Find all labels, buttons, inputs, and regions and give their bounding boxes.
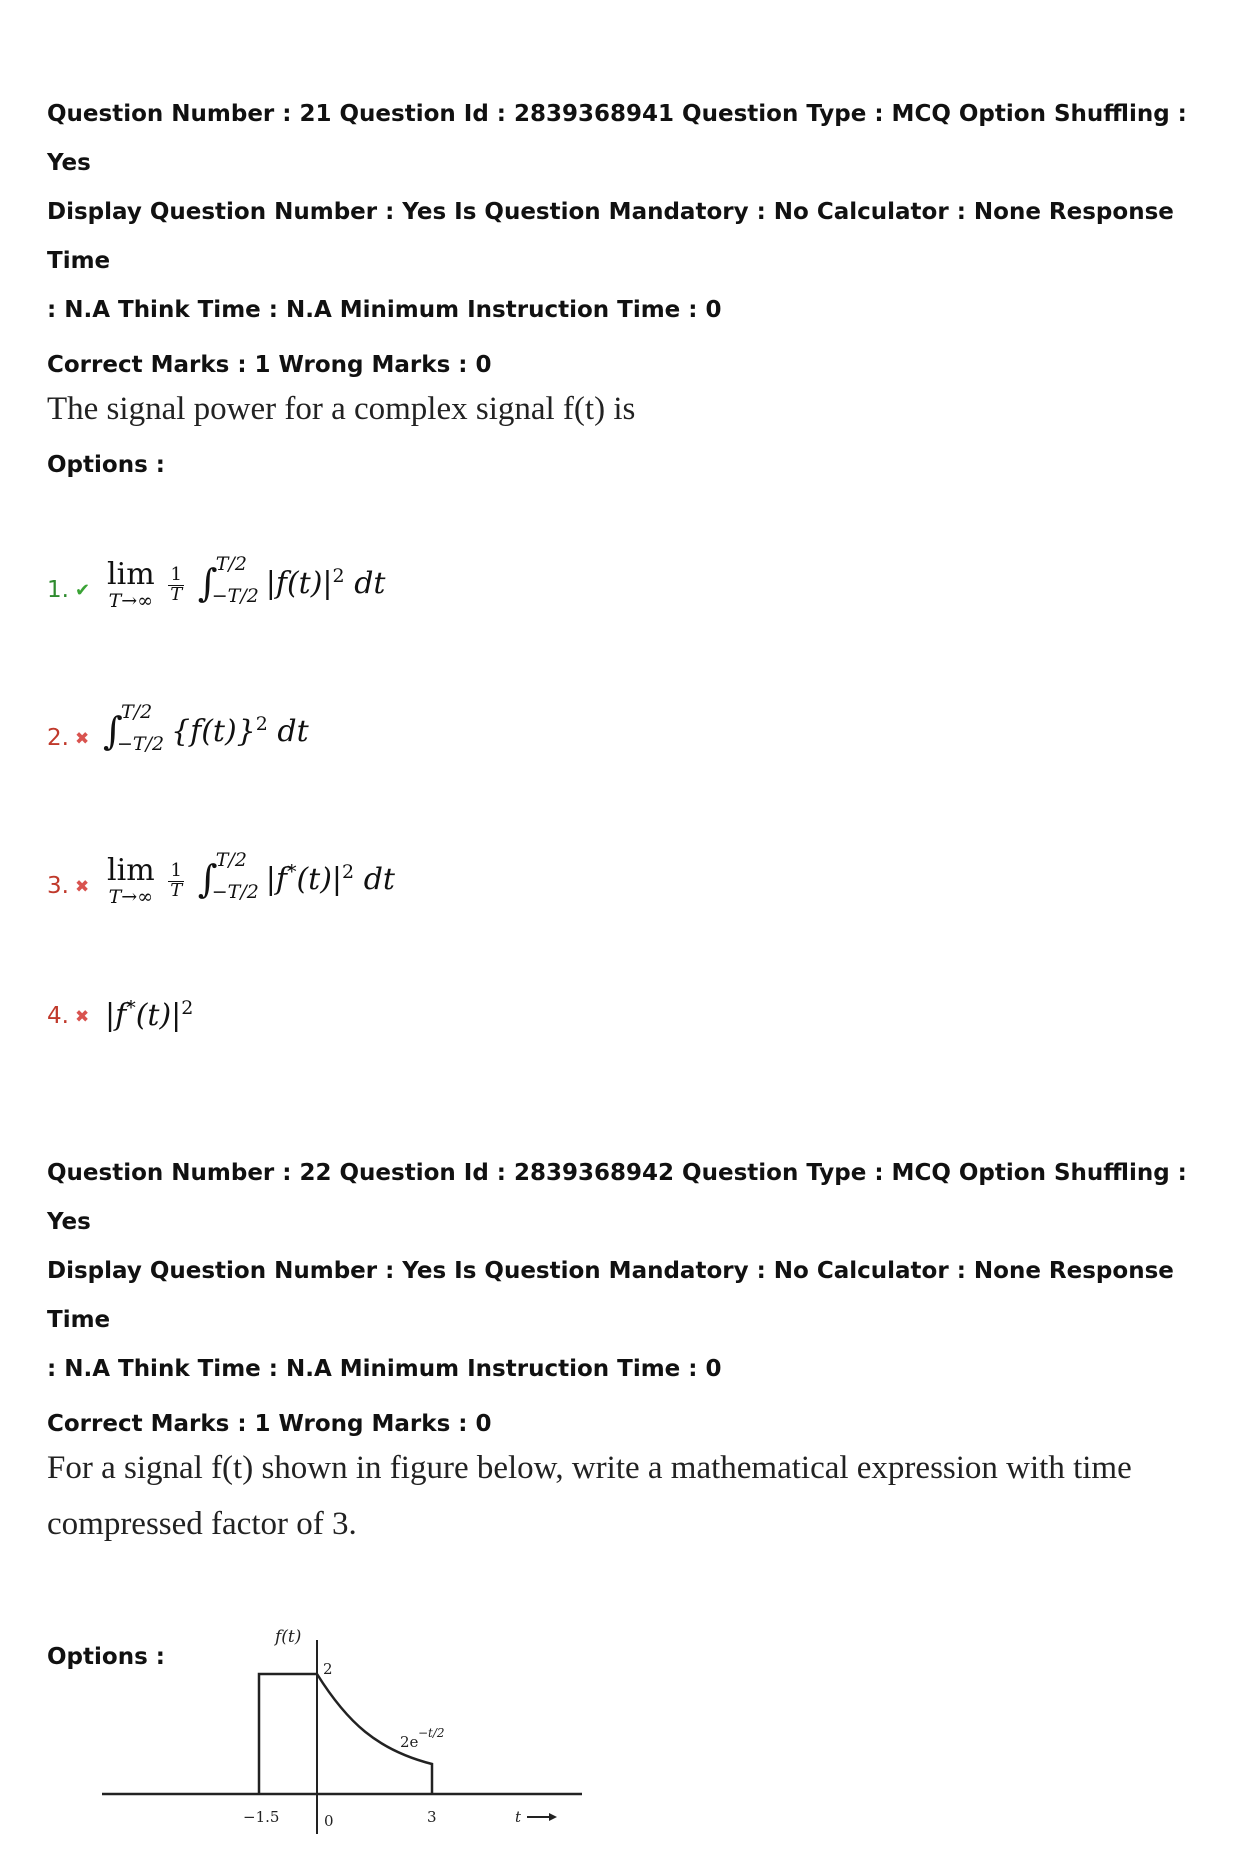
q21-option-2[interactable] [47, 633, 1197, 781]
signal-plot [47, 1592, 607, 1852]
q21-option-3[interactable] [47, 781, 1197, 929]
integral [197, 553, 262, 611]
integral-upper: T/2 [121, 701, 153, 723]
integral-upper: T/2 [215, 849, 247, 871]
t-axis-label: t [515, 1808, 522, 1826]
cross-icon: ✖ [75, 729, 90, 749]
power: 2 [181, 997, 194, 1019]
lim-subscript: T→∞ [108, 885, 154, 908]
peak-label: 2 [323, 1660, 333, 1678]
power: 2 [342, 861, 355, 883]
fraction-numerator: 1 [168, 862, 184, 882]
power: 2 [332, 565, 345, 587]
option-number: 1. [47, 577, 69, 603]
q21-option-4[interactable] [47, 929, 1197, 1059]
q21-question-text: The signal power for a complex signal f(t) is [47, 391, 636, 427]
integral-upper: T/2 [215, 553, 247, 575]
limit [107, 852, 155, 908]
q22-meta-line-2: Display Question Number : Yes Is Question Mandatory : No Calculator : None Response Time [47, 1258, 1174, 1333]
rect-pulse [259, 1674, 317, 1794]
fraction [168, 859, 184, 901]
tick-neg: −1.5 [243, 1808, 280, 1826]
q22-options-label: Options : [47, 1644, 165, 1670]
question-22 [47, 1149, 1197, 1852]
integrand: |f(t)| [265, 566, 333, 601]
limit [107, 556, 155, 612]
fraction-denominator: T [170, 583, 183, 605]
integral-sign: ∫ [197, 561, 218, 605]
expression-end: (t)| [135, 998, 182, 1033]
fraction-numerator: 1 [168, 566, 184, 586]
fraction [168, 563, 184, 605]
option-2-formula [103, 701, 309, 759]
lim-text: lim [107, 852, 155, 888]
integral-sign: ∫ [197, 857, 218, 901]
integral [103, 701, 167, 759]
integrand: {f(t)} [171, 714, 256, 749]
option-4-formula [105, 997, 193, 1033]
tick-three: 3 [427, 1808, 437, 1826]
option-number: 2. [47, 725, 69, 751]
q22-question-line-1: For a signal f(t) shown in figure below, write a mathematical expression with time [47, 1450, 1132, 1486]
conjugate-star: * [286, 861, 297, 883]
q22-meta-line-3: : N.A Think Time : N.A Minimum Instruction Time : 0 [47, 1356, 722, 1382]
question-21 [47, 90, 1197, 1059]
option-number: 3. [47, 873, 69, 899]
differential: dt [354, 566, 386, 601]
q21-marks: Correct Marks : 1 Wrong Marks : 0 [47, 352, 492, 378]
conjugate-star: * [126, 997, 136, 1019]
integrand-start: |f [265, 862, 287, 897]
q22-marks: Correct Marks : 1 Wrong Marks : 0 [47, 1411, 492, 1437]
spacer [47, 1059, 1197, 1149]
q21-meta-line-2: Display Question Number : Yes Is Question Mandatory : No Calculator : None Response Time [47, 199, 1174, 274]
check-icon: ✔ [75, 580, 91, 601]
cross-icon: ✖ [75, 877, 90, 897]
curve-exponent: −t/2 [418, 1726, 445, 1740]
tick-zero: 0 [324, 1812, 334, 1830]
lim-subscript: T→∞ [108, 589, 154, 612]
power: 2 [255, 713, 268, 735]
integral-sign: ∫ [103, 709, 123, 753]
integral-lower: −T/2 [211, 881, 259, 903]
q22-question-line-2: compressed factor of 3. [47, 1506, 357, 1542]
question-page [47, 90, 1197, 1852]
q21-option-1[interactable] [47, 485, 1197, 633]
integral [197, 849, 262, 907]
differential: dt [277, 714, 309, 749]
signal-figure [47, 1592, 607, 1852]
q21-meta-line-3: : N.A Think Time : N.A Minimum Instruction Time : 0 [47, 297, 722, 323]
y-axis-label: f(t) [275, 1627, 302, 1647]
option-3-formula [107, 849, 395, 908]
option-1-formula [107, 553, 386, 612]
expression-start: |f [105, 998, 127, 1033]
q21-options-label: Options : [47, 452, 165, 478]
option-number: 4. [47, 1003, 69, 1029]
integral-lower: −T/2 [211, 585, 259, 607]
t-axis-arrow-head [549, 1813, 557, 1821]
q21-meta-line-1: Question Number : 21 Question Id : 2839368941 Question Type : MCQ Option Shuffling : Yes [47, 101, 1187, 176]
q22-meta-line-1: Question Number : 22 Question Id : 2839368942 Question Type : MCQ Option Shuffling : Yes [47, 1160, 1187, 1235]
integrand-end: (t)| [296, 862, 343, 897]
curve-label: 2e [400, 1733, 419, 1751]
cross-icon: ✖ [75, 1007, 90, 1027]
fraction-denominator: T [170, 879, 183, 901]
integral-lower: −T/2 [117, 733, 165, 755]
lim-text: lim [107, 556, 155, 592]
differential: dt [363, 862, 395, 897]
